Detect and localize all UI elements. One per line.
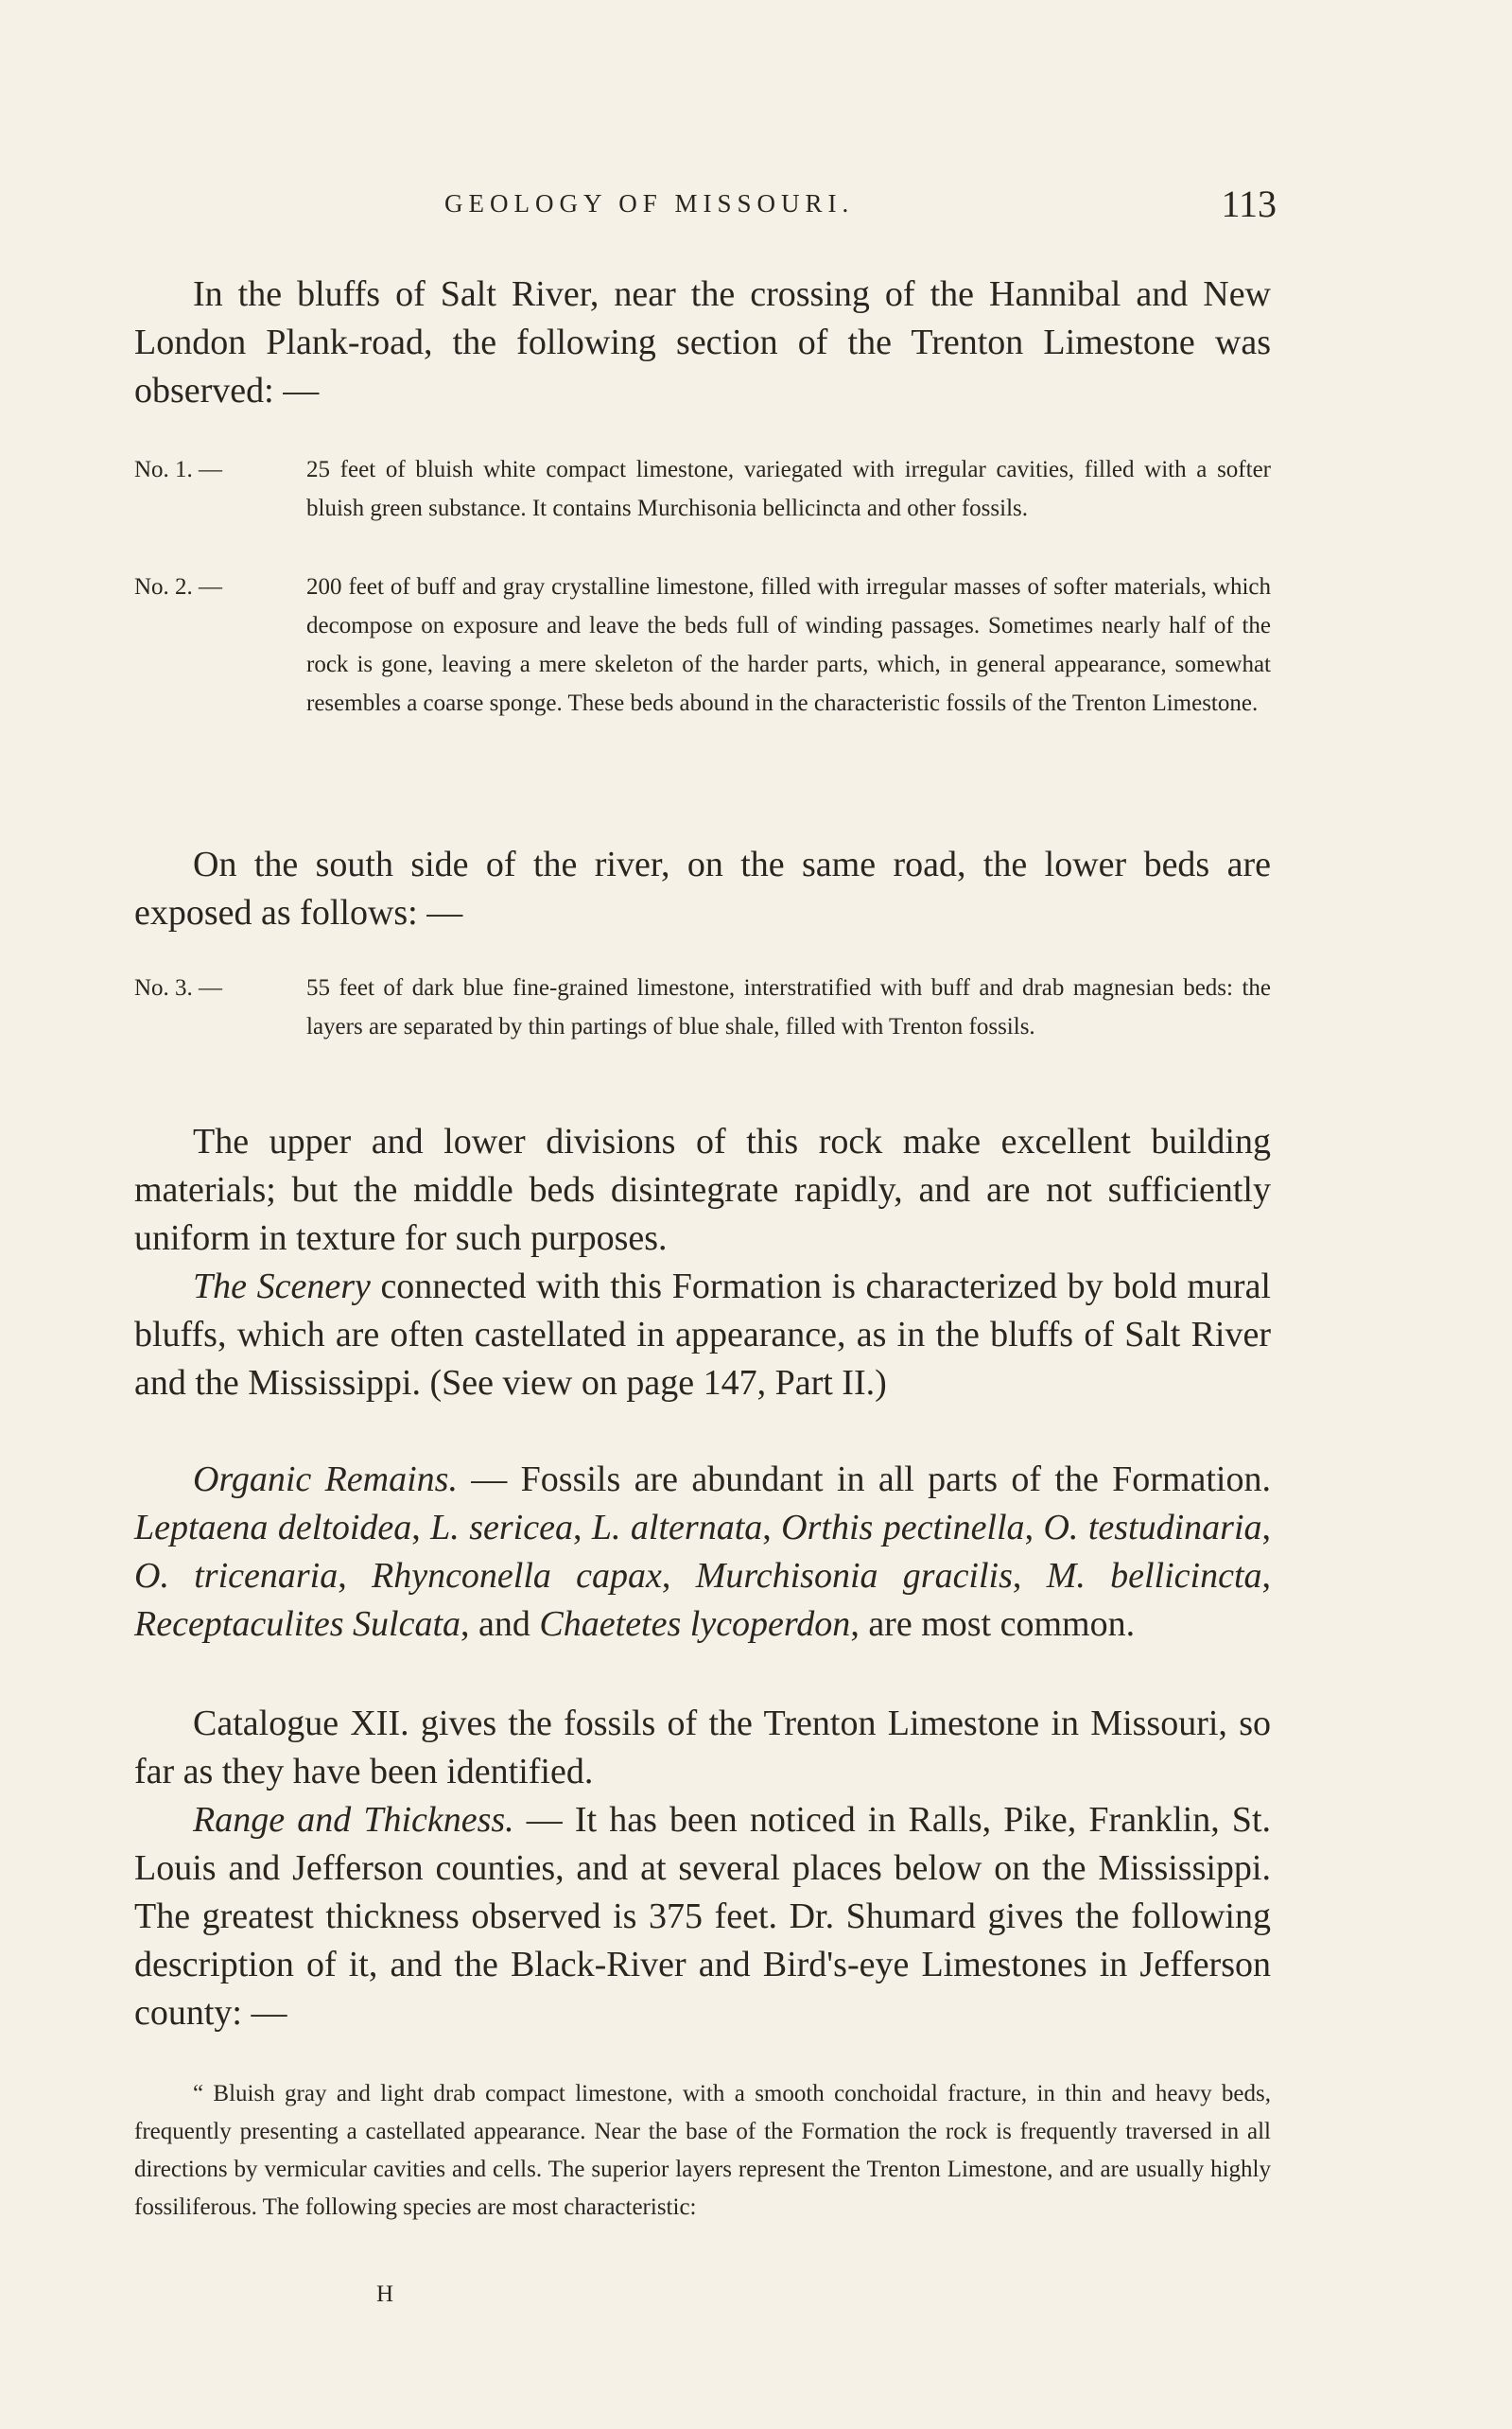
- page-number: 113: [1221, 183, 1277, 225]
- signature-mark: H: [376, 2281, 394, 2307]
- range-paragraph: [134, 1796, 1271, 2037]
- page-header: [132, 182, 1277, 238]
- species-name: Murchisonia gracilis: [695, 1556, 1013, 1596]
- scenery-text: connected with this Formation is characterized by bold mural bluffs, which are often castellated in appearance, as in the bluffs of Salt River and the Mississippi. (See view on page 147, Part II.): [134, 1267, 1271, 1403]
- entry-text: 55 feet of dark blue fine-grained limestone, interstratified with buff and drab magnesian beds: the layers are separated by thin partings of blue shale, filled with Trenton fossils.: [306, 975, 1271, 1040]
- scenery-heading: The Scenery: [193, 1267, 371, 1306]
- intro-paragraph: In the bluffs of Salt River, near the crossing of the Hannibal and New London Plank-road, the following section of the Trenton Limestone was observed: —: [134, 274, 1271, 411]
- range-heading: Range and Thickness.: [193, 1800, 514, 1840]
- entry-label: No. 1. —: [134, 457, 223, 482]
- species-name: L. sericea: [430, 1508, 573, 1547]
- section-entry-1: [134, 450, 1271, 528]
- entry-text: 25 feet of bluish white compact limestone, variegated with irregular cavities, filled with a softer bluish green substance. It contains Murchisonia bellicincta and other fossils.: [306, 457, 1271, 521]
- catalogue-paragraph: Catalogue XII. gives the fossils of the Trenton Limestone in Missouri, so far as they have been identified.: [134, 1704, 1271, 1791]
- species-name: O. tricenaria: [134, 1556, 339, 1596]
- south-side-paragraph: On the south side of the river, on the same road, the lower beds are exposed as follows: —: [134, 845, 1271, 933]
- entry-label: No. 2. —: [134, 574, 223, 600]
- species-name: Orthis pectinella: [781, 1508, 1025, 1547]
- species-name: L. alternata: [591, 1508, 763, 1547]
- shumard-quote: “ Bluish gray and light drab compact limestone, with a smooth conchoidal fracture, in thin and heavy beds, frequently presenting a castellated appearance. Near the base of the Formation the rock is frequently traversed in all directions by vermicular cavities and cells. The superior layers represent the Trenton Limestone, and are usually highly fossiliferous. The following species are most characteristic:: [134, 2081, 1271, 2220]
- organic-heading: Organic Remains.: [193, 1459, 458, 1499]
- range-text: It has been noticed in Ralls, Pike, Franklin, St. Louis and Jefferson counties, and at several places below on the Mississippi. The greatest thickness observed is 375 feet. Dr. Shumard gives the following description of it, and the Black-River and Bird's-eye Limestones in Jefferson county: —: [134, 1800, 1271, 2033]
- organic-dash: —: [457, 1459, 521, 1499]
- scenery-paragraph: [134, 1263, 1271, 1407]
- range-dash: —: [513, 1800, 575, 1840]
- species-name: Rhynconella capax: [371, 1556, 662, 1596]
- running-head: GEOLOGY OF MISSOURI.: [444, 189, 855, 218]
- species-name: O. testudinaria: [1043, 1508, 1262, 1547]
- organic-text: Fossils are abundant in all parts of the Formation.: [520, 1459, 1271, 1499]
- species-name: Chaetetes lycoperdon: [539, 1604, 851, 1644]
- entry-text: 200 feet of buff and gray crystalline limestone, filled with irregular masses of softer materials, which decompose on exposure and leave the beds full of winding passages. Sometimes nearly half of the rock is gone, leaving a mere skeleton of the harder parts, which, in general appearance, somewhat resembles a coarse sponge. These beds abound in the characteristic fossils of the Trenton Limestone.: [306, 574, 1271, 716]
- building-paragraph: The upper and lower divisions of this rock make excellent building materials; but the middle beds disintegrate rapidly, and are not sufficiently uniform in texture for such purposes.: [134, 1122, 1271, 1258]
- organic-closing: are most common.: [868, 1604, 1136, 1644]
- organic-remains-paragraph: Organic Remains. — Fossils are abundant in all parts of the Formation. Leptaena deltoidea, L. sericea, L. alternata, Orthis pectinella, O. testudinaria, O. tricenaria, Rhynconella capax, Murchisonia gracilis, M. bellicincta, Receptaculites Sulcata, and Chaetetes lycoperdon, are most common.: [134, 1459, 1272, 1644]
- section-entry-2: [134, 568, 1271, 723]
- section-entry-3: [134, 969, 1271, 1046]
- entry-label: No. 3. —: [134, 975, 223, 1001]
- species-name: M. bellicincta: [1046, 1556, 1262, 1596]
- species-name: Receptaculites Sulcata: [134, 1604, 461, 1644]
- species-name: Leptaena deltoidea: [134, 1508, 412, 1547]
